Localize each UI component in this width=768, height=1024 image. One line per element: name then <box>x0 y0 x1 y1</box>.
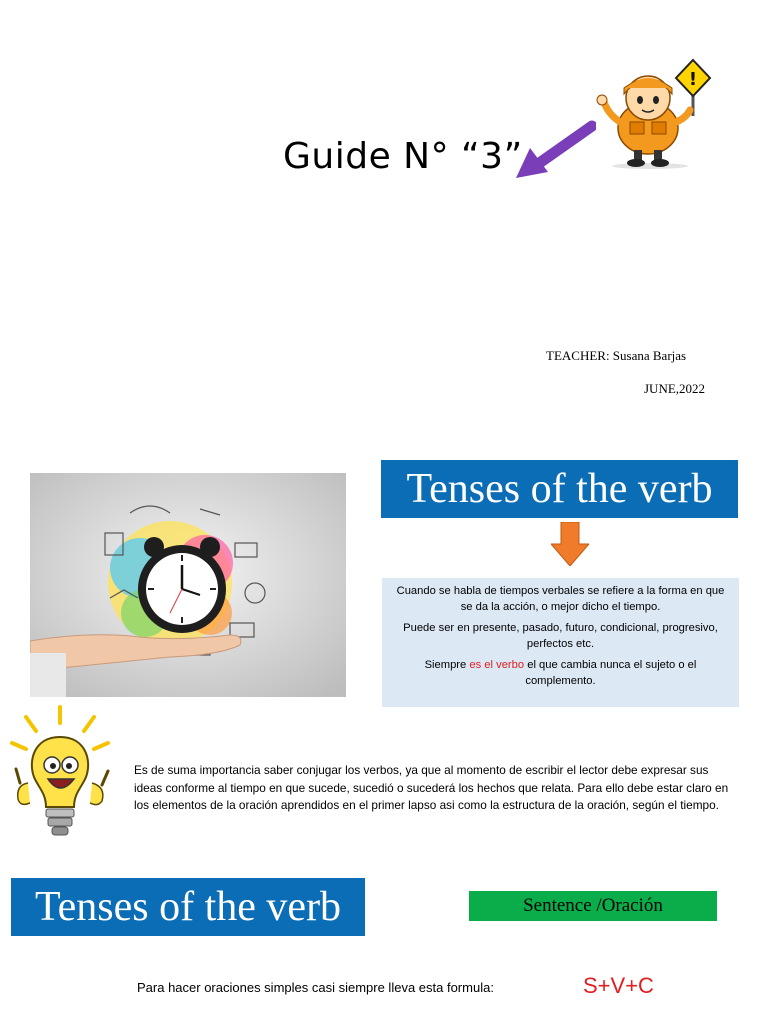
tenses-banner-bottom: Tenses of the verb <box>11 878 365 936</box>
svg-text:!: ! <box>688 69 698 90</box>
document-date: JUNE,2022 <box>644 381 706 396</box>
info-line-2: Puede ser en presente, pasado, futuro, condicional, progresivo, perfectos etc. <box>403 622 718 650</box>
verb-highlight: es el verbo <box>469 659 525 671</box>
teacher-name: TEACHER: Susana Barjas <box>546 348 687 363</box>
formula-value: S+V+C <box>583 973 654 998</box>
down-arrow-icon <box>551 522 589 566</box>
alarm-clock-illustration <box>30 473 346 697</box>
info-line-3: Siempre es el verbo el que cambia nunca el sujeto o el complemento. <box>424 659 697 687</box>
info-line-1: Cuando se habla de tiempos verbales se refiere a la forma en que se da la acción, o mejor dicho el tiempo. <box>396 585 725 613</box>
formula-description: Para hacer oraciones simples casi siempre lleva esta formula: <box>137 980 494 995</box>
lightbulb-character <box>6 703 114 855</box>
guide-title: Guide N° “3” <box>283 136 523 177</box>
info-box <box>382 578 739 707</box>
construction-worker-mascot <box>590 58 715 170</box>
intro-paragraph: Es de suma importancia saber conjugar los verbos, ya que al momento de escribir el lector debe expresar sus ideas conforme al tiempo en que sucede, sucedió o sucederá los hechos que relata. Para ello debe estar claro en los elementos de la oración aprendidos en el primer lapso asi como la estructura de la oración, según el tiempo. <box>134 763 729 812</box>
tenses-banner-top: Tenses of the verb <box>381 460 738 518</box>
sentence-label-box: Sentence /Oración <box>469 891 717 921</box>
purple-arrow-icon <box>512 120 596 184</box>
